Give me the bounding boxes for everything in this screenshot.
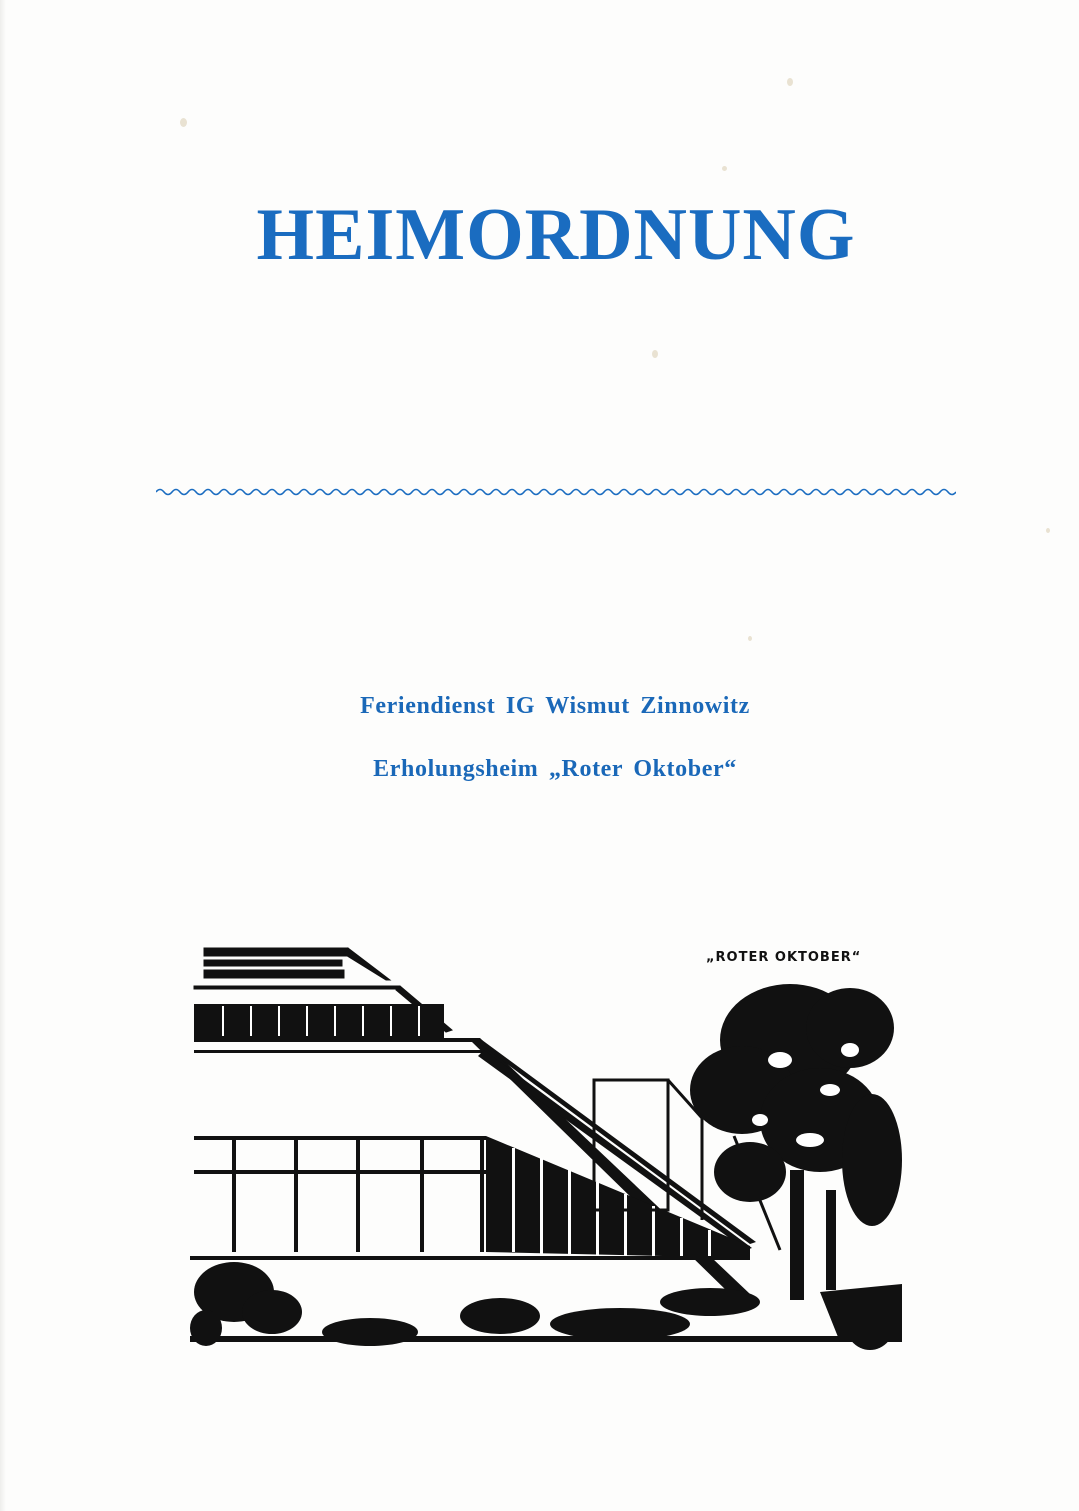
paper-speck (652, 350, 658, 358)
upper-window-band (194, 1004, 444, 1038)
paper-speck (722, 166, 727, 171)
facility-name: Erholungsheim „Roter Oktober“ (373, 756, 737, 782)
illustration-caption: „ROTER OKTOBER“ (706, 950, 862, 965)
building-illustration (190, 940, 902, 1362)
building-base-line (190, 1256, 750, 1260)
document-title: HEIMORDNUNG (256, 194, 856, 276)
paper-speck (180, 118, 187, 127)
paper-speck (1046, 528, 1050, 533)
wavy-divider (156, 484, 956, 500)
ground-floor-glazing (194, 1138, 486, 1252)
organization-name: Feriendienst IG Wismut Zinnowitz (360, 693, 750, 719)
paper-speck (748, 636, 752, 641)
paper-speck (787, 78, 793, 86)
